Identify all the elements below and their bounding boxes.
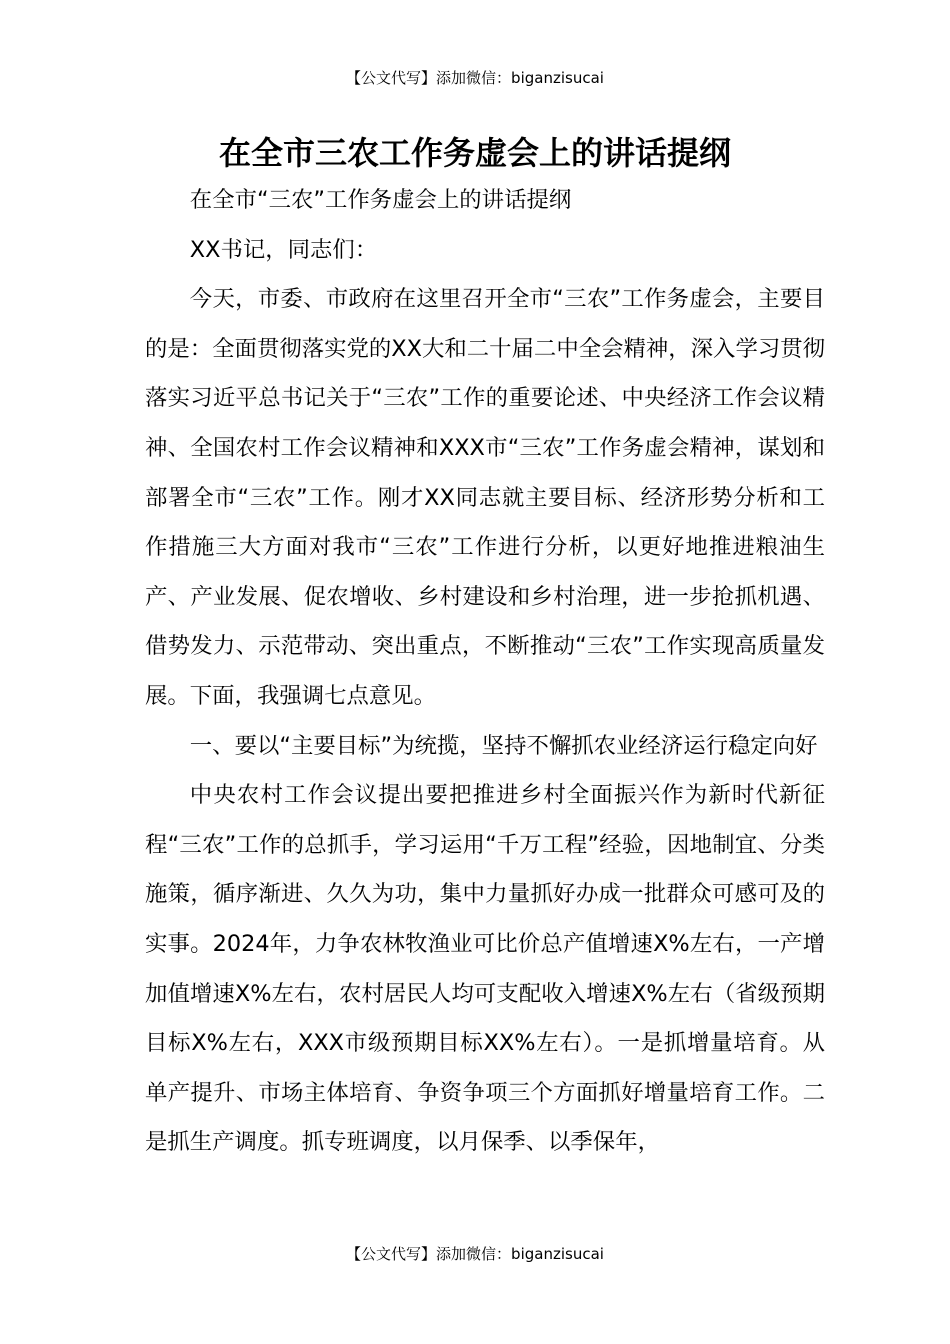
- page-header: 【公文代写】添加微信：biganzisucai: [346, 69, 604, 87]
- paragraph-intro: 今天，市委、市政府在这里召开全市“三农”工作务虚会，主要目的是：全面贯彻落实党的XX大和二十届二中全会精神，深入学习贯彻落实习近平总书记关于“三农”工作的重要论述、中央经济工作会议精神、全国农村工作会议精神和XXX市“三农”工作务虚会精神，谋划和部署全市“三农”工作。刚才XX同志就主要目标、经济形势分析和工作措施三大方面对我市“三农”工作进行分析，以更好地推进粮油生产、产业发展、促农增收、乡村建设和乡村治理，进一步抢抓机遇、借势发力、示范带动、突出重点，不断推动“三农”工作实现高质量发展。下面，我强调七点意见。: [145, 286, 826, 709]
- paragraph-section-1: 中央农村工作会议提出要把推进乡村全面振兴作为新时代新征程“三农”工作的总抓手，学习运用“千万工程”经验，因地制宜、分类施策，循序渐进、久久为功，集中力量抓好办成一批群众可感可及的实事。2024年，力争农林牧渔业可比价总产值增速X%左右，一产增加值增速X%左右，农村居民人均可支配收入增速X%左右（省级预期目标X%左右，XXX市级预期目标XX%左右）。一是抓增量培育。从单产提升、市场主体培育、争资争项三个方面抓好增量培育工作。二是抓生产调度。抓专班调度，以月保季、以季保年，: [145, 782, 825, 1156]
- section-heading-1: 一、要以“主要目标”为统揽，坚持不懈抓农业经济运行稳定向好: [189, 732, 818, 759]
- document-title: 在全市三农工作务虚会上的讲话提纲: [218, 134, 731, 172]
- document-body: [145, 176, 825, 1168]
- salutation: XX书记，同志们：: [189, 236, 378, 263]
- page-footer: 【公文代写】添加微信：biganzisucai: [346, 1245, 604, 1263]
- document-subtitle: 在全市“三农”工作务虚会上的讲话提纲: [189, 187, 572, 213]
